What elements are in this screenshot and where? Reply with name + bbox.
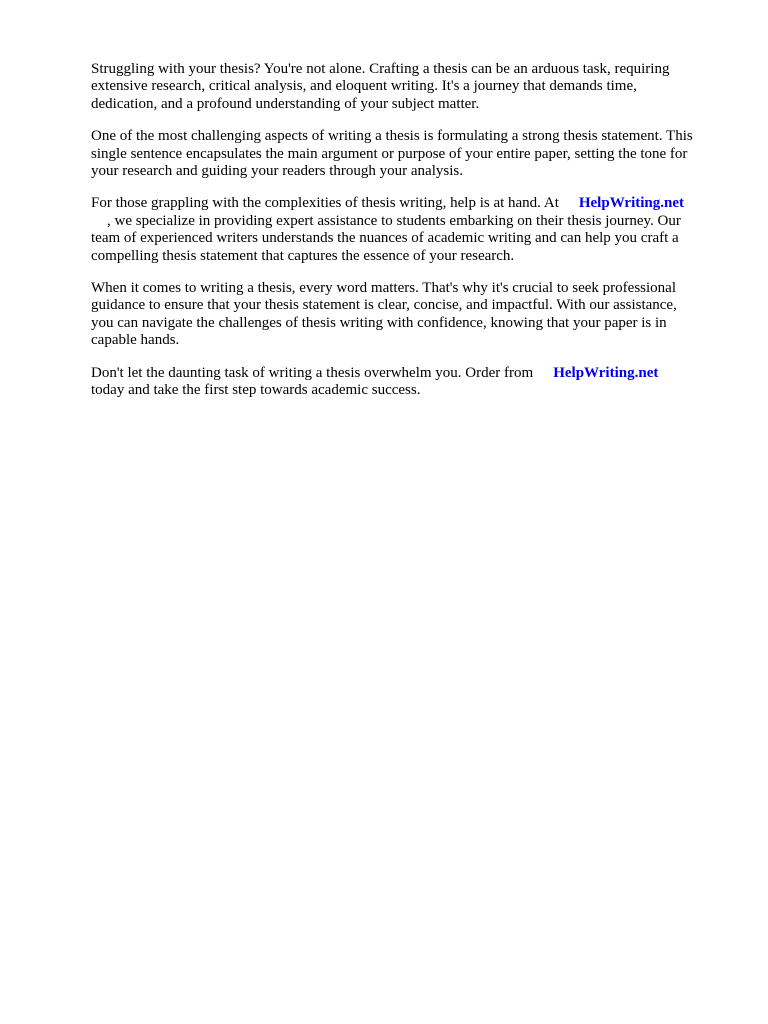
helpwriting-link[interactable]: HelpWriting.net: [553, 364, 659, 381]
paragraph-line: [91, 195, 723, 212]
paragraph-text: For those grappling with the complexities of thesis writing, help is at hand. At: [91, 195, 559, 212]
paragraph-order: [91, 365, 723, 400]
paragraph-line: [91, 213, 723, 230]
paragraph-line: [91, 365, 723, 382]
paragraph-line: team of experienced writers understands the nuances of academic writing and can help you craft a: [91, 230, 679, 247]
paragraph-line: extensive research, critical analysis, and eloquent writing. It's a journey that demands time,: [91, 78, 637, 95]
paragraph-line: When it comes to writing a thesis, every word matters. That's why it's crucial to seek professional: [91, 280, 676, 297]
paragraph-line: dedication, and a profound understanding of your subject matter.: [91, 95, 480, 112]
paragraph-line: your research and guiding your readers through your analysis.: [91, 163, 463, 180]
paragraph-line: compelling thesis statement that captures the essence of your research.: [91, 247, 515, 264]
paragraph-thesis-statement: [91, 128, 723, 180]
document-body: [91, 61, 723, 415]
paragraph-intro: [91, 61, 723, 113]
paragraph-line: One of the most challenging aspects of writing a thesis is formulating a strong thesis statement. This: [91, 128, 693, 145]
paragraph-line: Struggling with your thesis? You're not alone. Crafting a thesis can be an arduous task, requiring: [91, 61, 670, 77]
paragraph-line: capable hands.: [91, 332, 180, 349]
paragraph-line: you can navigate the challenges of thesis writing with confidence, knowing that your paper is in: [91, 314, 667, 331]
paragraph-guidance: [91, 280, 723, 350]
paragraph-line: guidance to ensure that your thesis statement is clear, concise, and impactful. With our assistance,: [91, 297, 677, 314]
paragraph-text: , we specialize in providing expert assistance to students embarking on their thesis journey. Our: [107, 212, 681, 229]
paragraph-text: Don't let the daunting task of writing a thesis overwhelm you. Order from: [91, 364, 534, 381]
paragraph-help: [91, 195, 723, 265]
paragraph-line: single sentence encapsulates the main argument or purpose of your entire paper, setting the tone for: [91, 145, 688, 162]
paragraph-line: today and take the first step towards academic success.: [91, 382, 421, 399]
helpwriting-link[interactable]: HelpWriting.net: [578, 195, 684, 212]
